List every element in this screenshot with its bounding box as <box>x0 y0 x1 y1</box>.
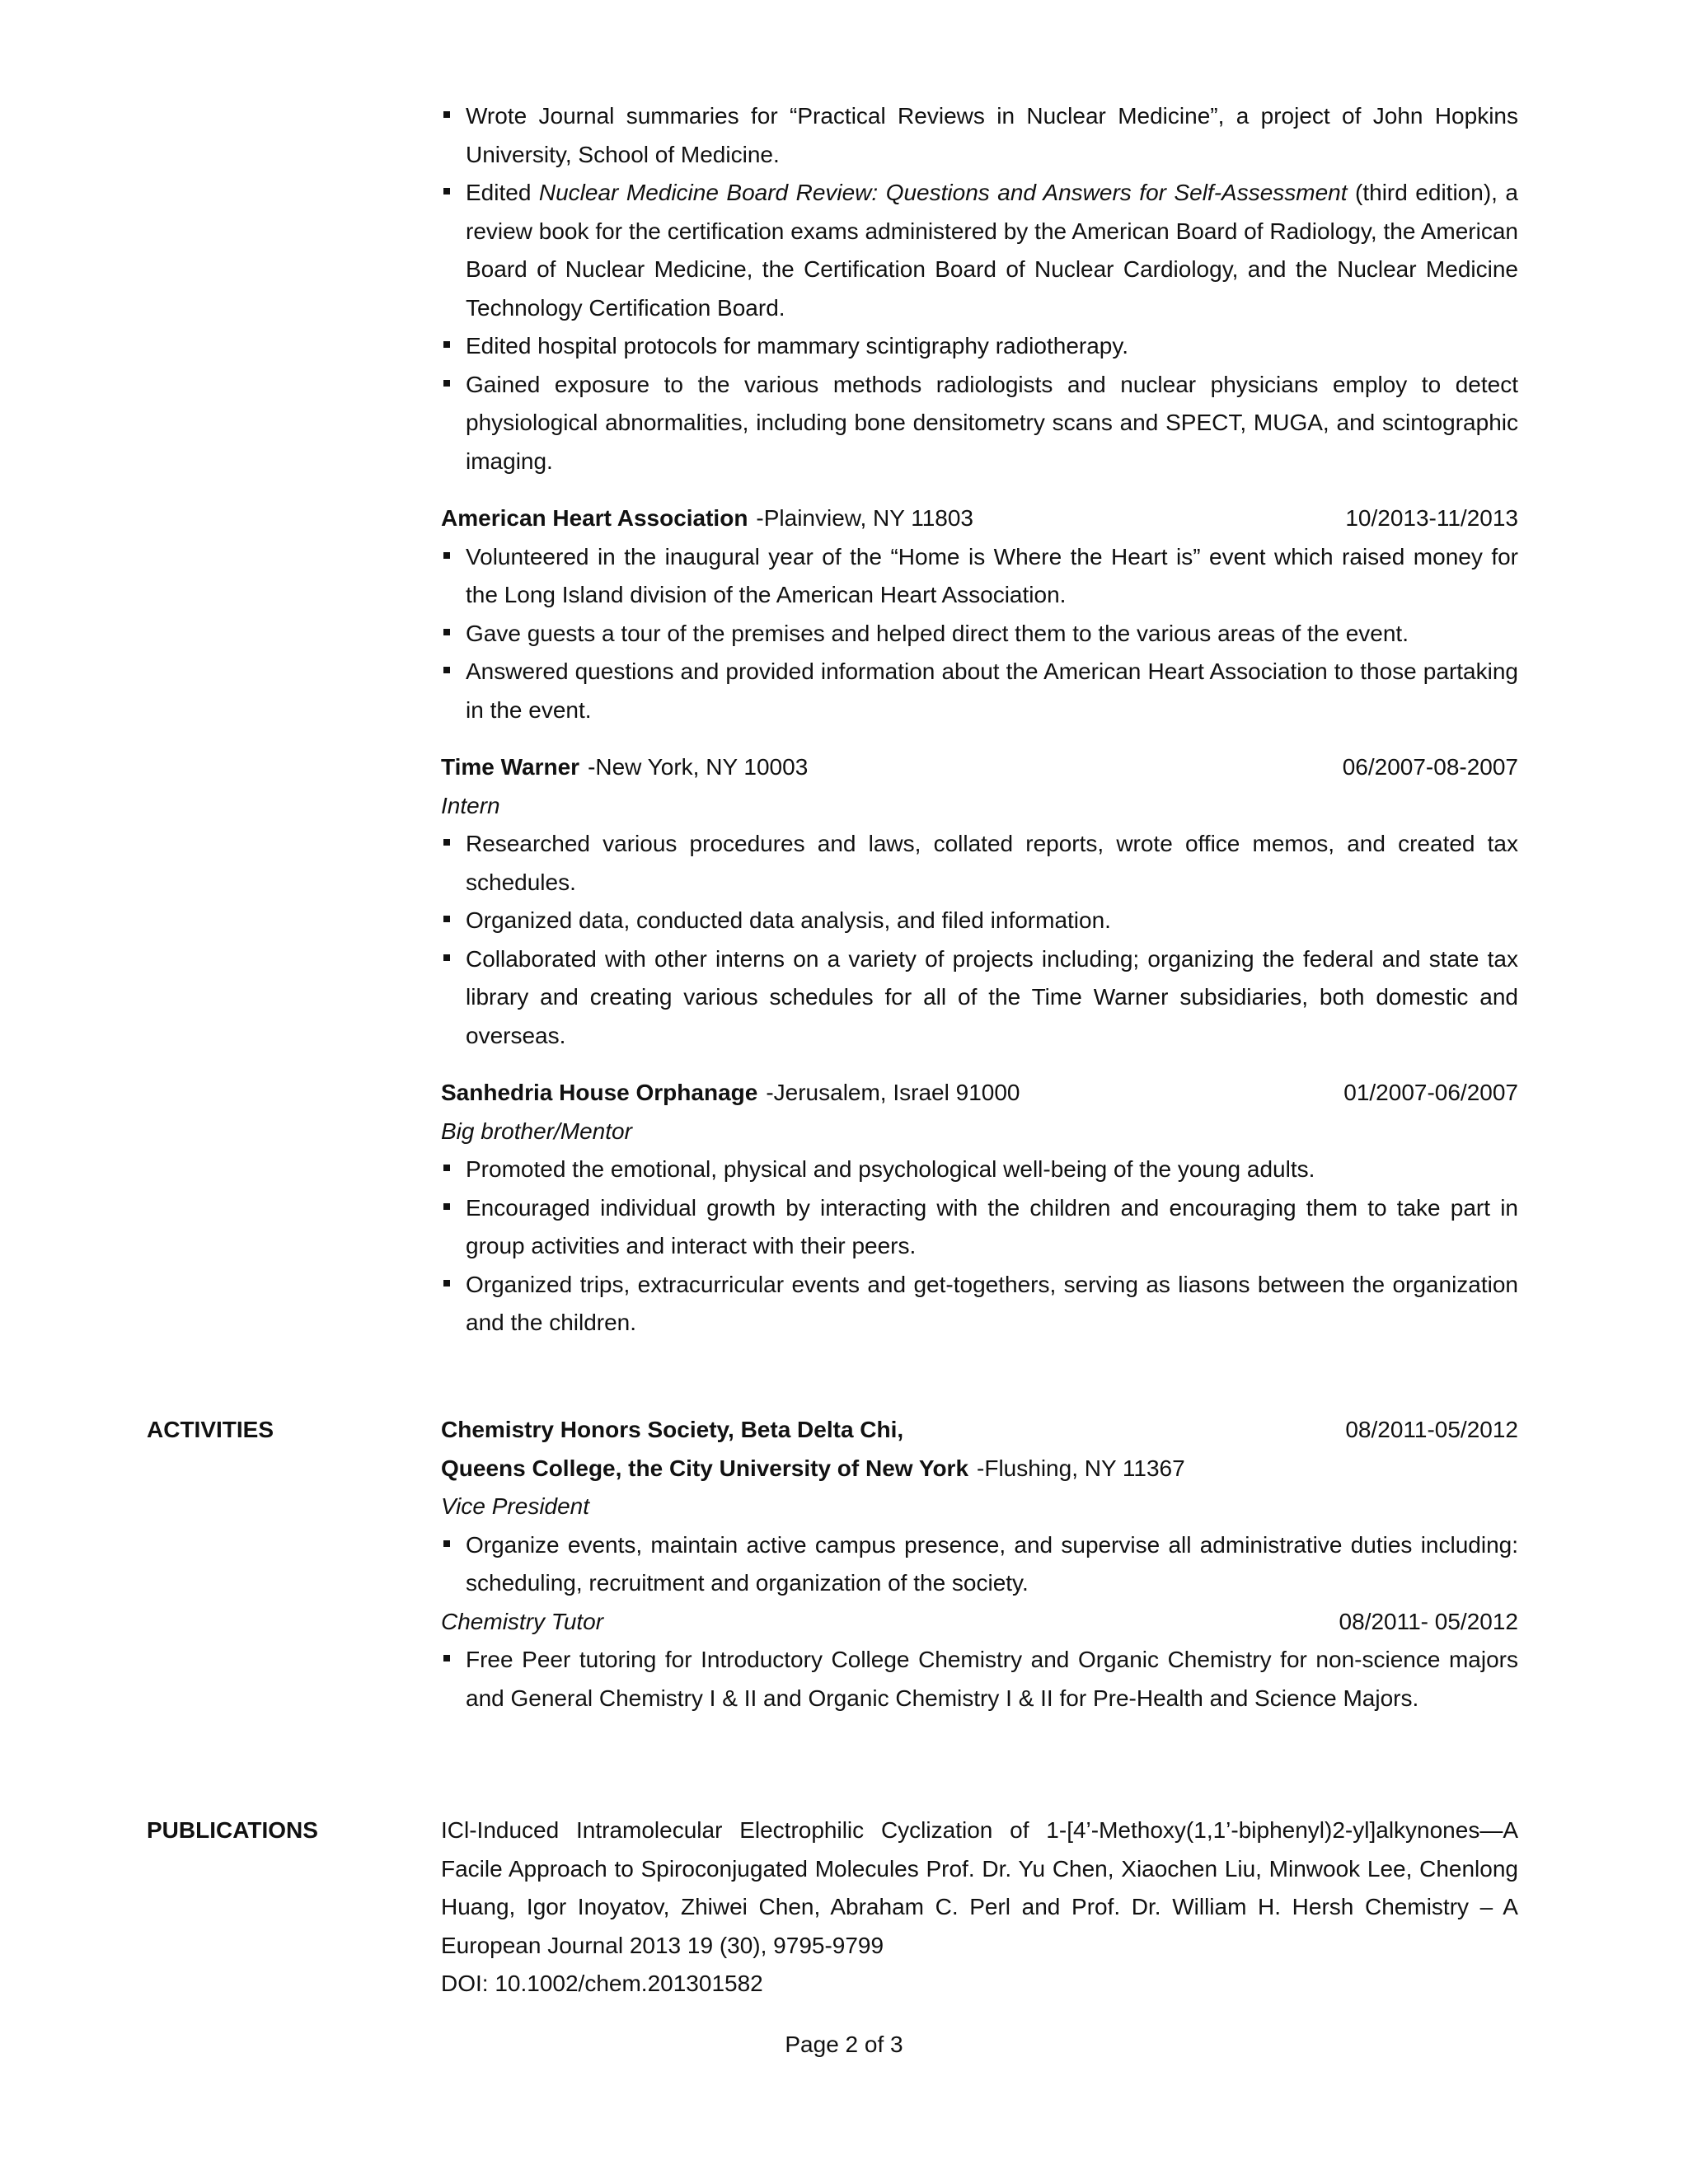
list-item: Answered questions and provided information about the American Heart Association to those partaking in the event. <box>441 653 1518 729</box>
experience-continued <box>441 97 1518 1343</box>
activity-role: Vice President <box>441 1493 590 1519</box>
activity-institution-line <box>441 1450 1518 1488</box>
tutor-role: Chemistry Tutor <box>441 1608 604 1634</box>
list-item: Gave guests a tour of the premises and helped direct them to the various areas of the event. <box>441 615 1518 654</box>
organization-name: Time Warner <box>441 754 580 780</box>
organization-name: American Heart Association <box>441 505 748 531</box>
publications-heading: PUBLICATIONS <box>147 1817 318 1843</box>
tutor-bullets <box>441 1641 1518 1718</box>
list-item: Collaborated with other interns on a variety of projects including; organizing the federal and state tax library and creating various schedules for all of the Time Warner subsidiaries, both domestic and overseas. <box>441 940 1518 1056</box>
organization-location: -Jerusalem, Israel 91000 <box>766 1080 1020 1105</box>
entry-sanhedria-house <box>441 1074 1518 1343</box>
publications-section <box>441 1811 1518 2004</box>
list-item: Organized trips, extracurricular events and get-togethers, serving as liasons between the organization and the children. <box>441 1266 1518 1343</box>
book-title: Nuclear Medicine Board Review: Questions and Answers for Self-Assessment <box>538 180 1348 205</box>
activities-section <box>441 1411 1518 1718</box>
activities-heading: ACTIVITIES <box>147 1417 274 1442</box>
list-item: Volunteered in the inaugural year of the “Home is Where the Heart is” event which raised money for the Long Island division of the American Heart Association. <box>441 538 1518 615</box>
entry-bullets <box>441 825 1518 1055</box>
organization-location: -New York, NY 10003 <box>588 754 809 780</box>
list-item-edited-book <box>441 174 1518 327</box>
entry-american-heart-association <box>441 499 1518 729</box>
publication-doi: DOI: 10.1002/chem.201301582 <box>441 1971 763 1996</box>
top-bullet-list <box>441 97 1518 480</box>
entry-role: Intern <box>441 792 500 818</box>
list-item: Free Peer tutoring for Introductory College Chemistry and Organic Chemistry for non-science majors and General Chemistry I & II and Organic Chemistry I & II for Pre-Health and Science Majors. <box>441 1641 1518 1718</box>
page-number: Page 2 of 3 <box>785 2032 903 2057</box>
book-description: (third edition), a review book for the certification exams administered by the American Board of Radiology, the American Board of Nuclear Medicine, the Certification Board of Nuclear Cardiology, and the Nuclear Medicine Technology Certification Board. <box>466 180 1518 321</box>
list-item: Organize events, maintain active campus presence, and supervise all administrative duties including: scheduling, recruitment and organization of the society. <box>441 1526 1518 1603</box>
list-item: Promoted the emotional, physical and psychological well-being of the young adults. <box>441 1151 1518 1189</box>
entry-bullets <box>441 1151 1518 1343</box>
list-item: Gained exposure to the various methods radiologists and nuclear physicians employ to detect physiological abnormalities, including bone densitometry scans and SPECT, MUGA, and scintographic imaging. <box>441 366 1518 481</box>
activity-location: -Flushing, NY 11367 <box>977 1455 1185 1481</box>
activities-header <box>441 1411 1518 1450</box>
list-item: Researched various procedures and laws, collated reports, wrote office memos, and created tax schedules. <box>441 825 1518 902</box>
list-item: Encouraged individual growth by interacting with the children and encouraging them to take part in group activities and interact with their peers. <box>441 1189 1518 1266</box>
entry-time-warner <box>441 748 1518 1055</box>
entry-dates: 10/2013-11/2013 <box>1345 505 1518 531</box>
book-prefix: Edited <box>466 180 539 205</box>
entry-header <box>441 499 1518 538</box>
entry-role: Big brother/Mentor <box>441 1118 632 1144</box>
organization-name: Sanhedria House Orphanage <box>441 1080 758 1105</box>
activity-dates: 08/2011-05/2012 <box>1345 1417 1518 1442</box>
entry-bullets <box>441 538 1518 730</box>
activity-organization: Chemistry Honors Society, Beta Delta Chi, <box>441 1417 904 1442</box>
list-item: Wrote Journal summaries for “Practical Reviews in Nuclear Medicine”, a project of John Hopkins University, School of Medicine. <box>441 97 1518 174</box>
activity-institution: Queens College, the City University of New York <box>441 1455 969 1481</box>
publication-citation: ICl-Induced Intramolecular Electrophilic Cyclization of 1-[4’-Methoxy(1,1’-biphenyl)2-yl]alkynones—A Facile Approach to Spiroconjugated Molecules Prof. Dr. Yu Chen, Xiaochen Liu, Minwook Lee, Chenlong Huang, Igor Inoyatov, Zhiwei Chen, Abraham C. Perl and Prof. Dr. William H. Hersh Chemistry – A European Journal 2013 19 (30), 9795-9799 <box>441 1817 1518 1958</box>
entry-header <box>441 748 1518 787</box>
tutor-header <box>441 1603 1518 1642</box>
tutor-dates: 08/2011- 05/2012 <box>1339 1608 1518 1634</box>
list-item: Edited hospital protocols for mammary scintigraphy radiotherapy. <box>441 327 1518 366</box>
entry-dates: 06/2007-08-2007 <box>1342 754 1518 780</box>
organization-location: -Plainview, NY 11803 <box>756 505 973 531</box>
activity-bullets <box>441 1526 1518 1603</box>
entry-dates: 01/2007-06/2007 <box>1343 1080 1518 1105</box>
list-item: Organized data, conducted data analysis, and filed information. <box>441 902 1518 940</box>
entry-header <box>441 1074 1518 1113</box>
